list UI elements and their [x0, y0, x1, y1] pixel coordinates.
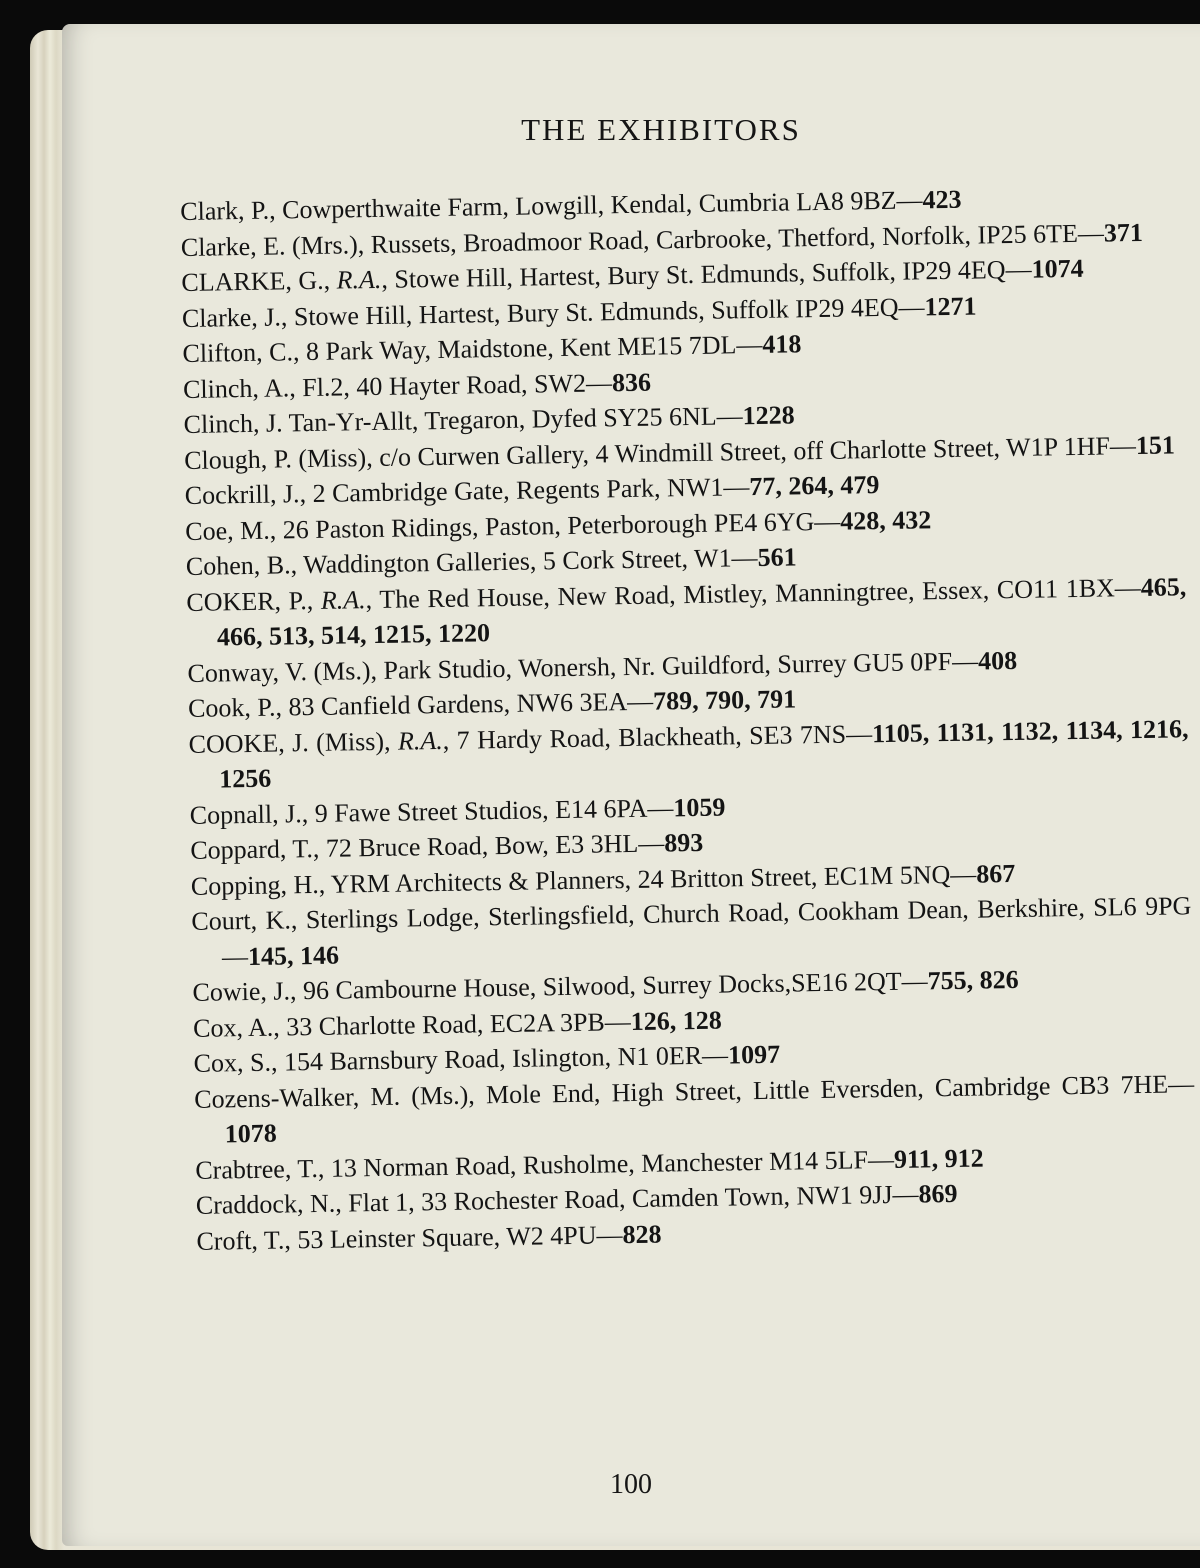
exhibitor-entry: Cox, S., 154 Barnsbury Road, Islington, N1 0ER—1097 — [193, 1039, 781, 1078]
exhibitor-entry: Cowie, J., 96 Cambourne House, Silwood, Surrey Docks,SE16 2QT—755, 826 — [192, 964, 1019, 1007]
exhibitor-entry: Cook, P., 83 Canfield Gardens, NW6 3EA—789, 790, 791 — [187, 684, 797, 723]
exhibitor-entry: CLARKE, G., R.A., Stowe Hill, Hartest, Bury St. Edmunds, Suffolk, IP29 4EQ—1074 — [181, 253, 1084, 297]
exhibitor-entry: Coe, M., 26 Paston Ridings, Paston, Peterborough PE4 6YG—428, 432 — [185, 504, 932, 546]
exhibitor-entry: Cockrill, J., 2 Cambridge Gate, Regents Park, NW1—77, 264, 479 — [184, 470, 880, 510]
running-header: THE EXHIBITORS — [521, 112, 801, 147]
exhibitor-entry: Clough, P. (Miss), c/o Curwen Gallery, 4 Windmill Street, off Charlotte Street, W1P 1HF—151 — [183, 429, 1176, 475]
exhibitor-entry: Court, K., Sterlings Lodge, Sterlingsfield, Church Road, Cookham Dean, Berkshire, SL6 9PG—145, 146 — [191, 891, 1192, 971]
book-page — [62, 24, 1200, 1546]
exhibitor-entry: Clinch, A., Fl.2, 40 Hayter Road, SW2—836 — [182, 367, 652, 404]
exhibitor-entry: Cozens-Walker, M. (Ms.), Mole End, High Street, Little Eversden, Cambridge CB3 7HE—1078 — [193, 1068, 1195, 1149]
exhibitor-entry: Clifton, C., 8 Park Way, Maidstone, Kent ME15 7DL—418 — [182, 329, 802, 368]
exhibitor-entry: Crabtree, T., 13 Norman Road, Rusholme, Manchester M14 5LF—911, 912 — [195, 1142, 984, 1185]
exhibitor-entry: Craddock, N., Flat 1, 33 Rochester Road, Camden Town, NW1 9JJ—869 — [195, 1178, 958, 1220]
exhibitor-entry: Clinch, J. Tan-Yr-Allt, Tregaron, Dyfed SY25 6NL—1228 — [183, 400, 795, 439]
exhibitor-entry: Conway, V. (Ms.), Park Studio, Wonersh, Nr. Guildford, Surrey GU5 0PF—408 — [187, 645, 1018, 688]
exhibitor-entry: Clark, P., Cowperthwaite Farm, Lowgill, Kendal, Cumbria LA8 9BZ—423 — [180, 184, 962, 226]
exhibitor-entry: Croft, T., 53 Leinster Square, W2 4PU—828 — [196, 1219, 662, 1256]
exhibitor-entry: Clarke, E. (Mrs.), Russets, Broadmoor Road, Carbrooke, Thetford, Norfolk, IP25 6TE—371 — [180, 217, 1144, 262]
exhibitor-entry: Cohen, B., Waddington Galleries, 5 Cork Street, W1—561 — [185, 542, 797, 581]
exhibitor-entry: Copnall, J., 9 Fawe Street Studios, E14 6PA—1059 — [189, 792, 726, 830]
exhibitor-entry: Copping, H., YRM Architects & Planners, 24 Britton Street, EC1M 5NQ—867 — [190, 858, 1016, 901]
exhibitor-list — [180, 178, 1197, 1259]
exhibitor-entry: Coppard, T., 72 Bruce Road, Bow, E3 3HL—893 — [190, 827, 704, 865]
exhibitor-entry: Cox, A., 33 Charlotte Road, EC2A 3PB—126, 128 — [192, 1005, 722, 1043]
exhibitor-entry: Clarke, J., Stowe Hill, Hartest, Bury St. Edmunds, Suffolk IP29 4EQ—1271 — [181, 291, 977, 333]
exhibitor-entry: COKER, P., R.A., The Red House, New Road, Mistley, Manningtree, Essex, CO11 1BX—465, 466, 513, 514, 1215, 1220 — [186, 571, 1187, 652]
exhibitor-entry: COOKE, J. (Miss), R.A., 7 Hardy Road, Blackheath, SE3 7NS—1105, 1131, 1132, 1134, 1216, 1256 — [188, 713, 1189, 794]
page-number: 100 — [610, 1469, 652, 1500]
